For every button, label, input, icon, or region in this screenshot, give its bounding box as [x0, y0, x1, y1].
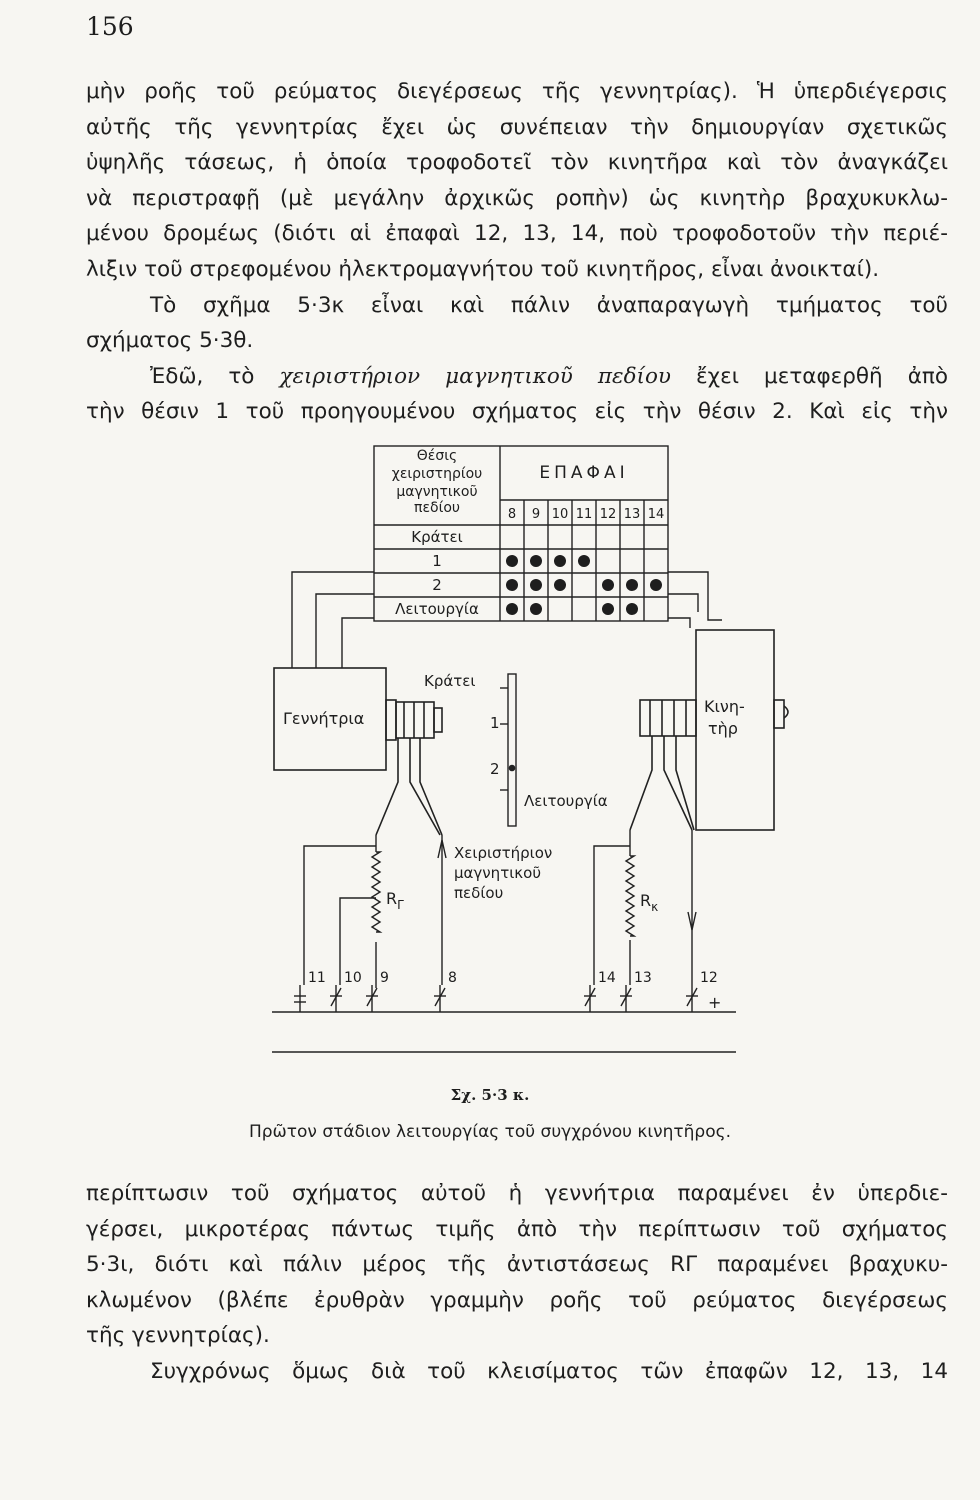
figure-caption: Πρῶτον στάδιον λειτουργίας τοῦ συγχρόνου κινητῆρος. — [248, 1122, 731, 1142]
table-header-text: πεδίου — [414, 500, 460, 516]
contacts-group-header: ΕΠΑΦΑΙ — [539, 463, 629, 483]
switch-hold-label: Κράτει — [424, 672, 476, 690]
field-switch-label-2: μαγνητικοῦ — [454, 864, 541, 882]
text-line: μὴν ροῆς τοῦ ρεύματος διεγέρσεως τῆς γεννητρίας). Ἡ ὑπερδιέγερσις — [86, 79, 948, 104]
motor-label-2: τὴρ — [708, 719, 738, 738]
closed-contact-dot — [626, 579, 638, 591]
text-line: 5·3ι, διότι καὶ πάλιν μέρος τῆς ἀντιστάσεως RΓ παραμένει βραχυκυ- — [86, 1252, 948, 1278]
contact-13 — [620, 970, 652, 1012]
contact-11 — [294, 970, 326, 1012]
contact-column-label: 9 — [531, 507, 541, 522]
closed-contact-dot — [530, 579, 542, 591]
figure-label: Σχ. 5·3 κ. — [450, 1086, 530, 1104]
text-line: νὰ περιστραφῇ (μὲ μεγάλην ἀρχικῶς ροπὴν) ὡς κινητὴρ βραχυκυκλω- — [86, 185, 948, 211]
text-line: γέρσει, μικροτέρας πάντως τιμῆς ἀπὸ τὴν περίπτωσιν τοῦ σχήματος — [86, 1216, 948, 1242]
closed-contact-dot — [506, 603, 518, 615]
closed-contact-dot — [602, 603, 614, 615]
table-header-text: χειριστηρίου — [391, 466, 483, 482]
switch-pos2-label: 2 — [490, 760, 500, 778]
contact-label: 9 — [380, 970, 389, 986]
table-header-text: Θέσις — [416, 448, 458, 464]
closed-contact-dot — [602, 579, 614, 591]
closed-contact-dot — [506, 555, 518, 567]
table-row-label: 2 — [432, 576, 442, 594]
contact-14 — [584, 970, 616, 1012]
contact-label: 12 — [700, 970, 718, 986]
contact-column-label: 14 — [647, 507, 665, 522]
text-line: σχήματος 5·3θ. — [86, 328, 254, 354]
motor-label-1: Κινη- — [704, 697, 745, 716]
closed-contact-dot — [650, 579, 662, 591]
switch-run-label: Λειτουργία — [524, 792, 608, 810]
contact-label: 14 — [598, 970, 616, 986]
closed-contact-dot — [530, 555, 542, 567]
closed-contact-dot — [626, 603, 638, 615]
page-number: 156 — [86, 12, 134, 41]
text-block-bottom — [86, 1176, 948, 1390]
contact-label: 8 — [448, 970, 457, 986]
text-line: λιξιν τοῦ στρεφομένου ἠλεκτρομαγνήτου τοῦ κινητῆρος, εἶναι ἀνοικταί). — [86, 256, 880, 282]
contact-column-label: 12 — [599, 507, 617, 522]
switch-pos1-label: 1 — [490, 714, 500, 732]
table-row-label: Λειτουργία — [395, 600, 479, 618]
contacts — [294, 970, 718, 1012]
text-line: κλωμένον (βλέπε ἐρυθρὰν γραμμὴν ροῆς τοῦ ρεύματος διεγέρσεως — [86, 1287, 948, 1313]
table-row-label: 1 — [432, 552, 442, 570]
closed-contact-dot — [578, 555, 590, 567]
closed-contact-dot — [530, 603, 542, 615]
field-switch — [500, 674, 516, 826]
text-line: Συγχρόνως ὅμως διὰ τοῦ κλεισίματος τῶν ἐπαφῶν 12, 13, 14 — [150, 1358, 948, 1384]
contact-label: 13 — [634, 970, 652, 986]
generator — [274, 668, 442, 835]
contact-label: 10 — [344, 970, 362, 986]
text-line: τῆς γεννητρίας). — [86, 1323, 270, 1349]
italic-term: χειριστήριον μαγνητικοῦ πεδίου — [279, 363, 671, 389]
closed-contact-dot — [554, 555, 566, 567]
contact-column-label: 10 — [551, 507, 569, 522]
closed-contact-dot — [506, 579, 518, 591]
contact-column-label: 11 — [575, 507, 593, 522]
generator-resistor-label: $R_\Gamma$ — [386, 889, 404, 912]
motor-resistor-label: $R_\kappa$ — [640, 891, 659, 914]
contact-9 — [366, 970, 389, 1012]
closed-contact-dot — [554, 579, 566, 591]
text-line: μένου δρομέως (διότι αἱ ἐπαφαὶ 12, 13, 14, ποὺ τροφοδοτοῦν τὴν περιέ- — [86, 221, 948, 247]
contact-table — [374, 446, 668, 621]
text-line: Τὸ σχῆμα 5·3κ εἶναι καὶ πάλιν ἀναπαραγωγὴ τμήματος τοῦ — [150, 292, 948, 318]
contact-label: 11 — [308, 970, 326, 986]
contact-10 — [330, 970, 362, 1012]
text-line: τὴν θέσιν 1 τοῦ προηγουμένου σχήματος εἰς τὴν θέσιν 2. Καὶ εἰς τὴν — [86, 399, 948, 425]
contact-column-label: 13 — [623, 507, 641, 522]
bus-bars — [272, 1012, 736, 1052]
text-line: Ἐδῶ, τὸ χειριστήριον μαγνητικοῦ πεδίου ἔχει μεταφερθῆ ἀπὸ — [150, 363, 948, 389]
generator-resistor-circuit — [304, 835, 446, 988]
generator-label: Γεννήτρια — [283, 709, 365, 728]
field-switch-label-3: πεδίου — [454, 884, 504, 902]
text-line: αὐτῆς τῆς γεννητρίας ἔχει ὡς συνέπειαν τὴν δημιουργίαν σχετικῶς — [86, 114, 948, 140]
field-switch-label-1: Χειριστήριον — [454, 844, 553, 862]
text-line: ὑψηλῆς τάσεως, ἡ ὁποία τροφοδοτεῖ τὸν κινητῆρα καὶ τὸν ἀναγκάζει — [86, 150, 948, 176]
contact-column-label: 8 — [507, 507, 517, 522]
plus-sign: + — [708, 993, 722, 1012]
table-header-text: μαγνητικοῦ — [396, 484, 478, 500]
table-row-label: Κράτει — [411, 528, 463, 546]
text-line: περίπτωσιν τοῦ σχήματος αὐτοῦ ἡ γεννήτρια παραμένει ἐν ὑπερδιε- — [86, 1181, 948, 1206]
contact-8 — [434, 970, 457, 1012]
